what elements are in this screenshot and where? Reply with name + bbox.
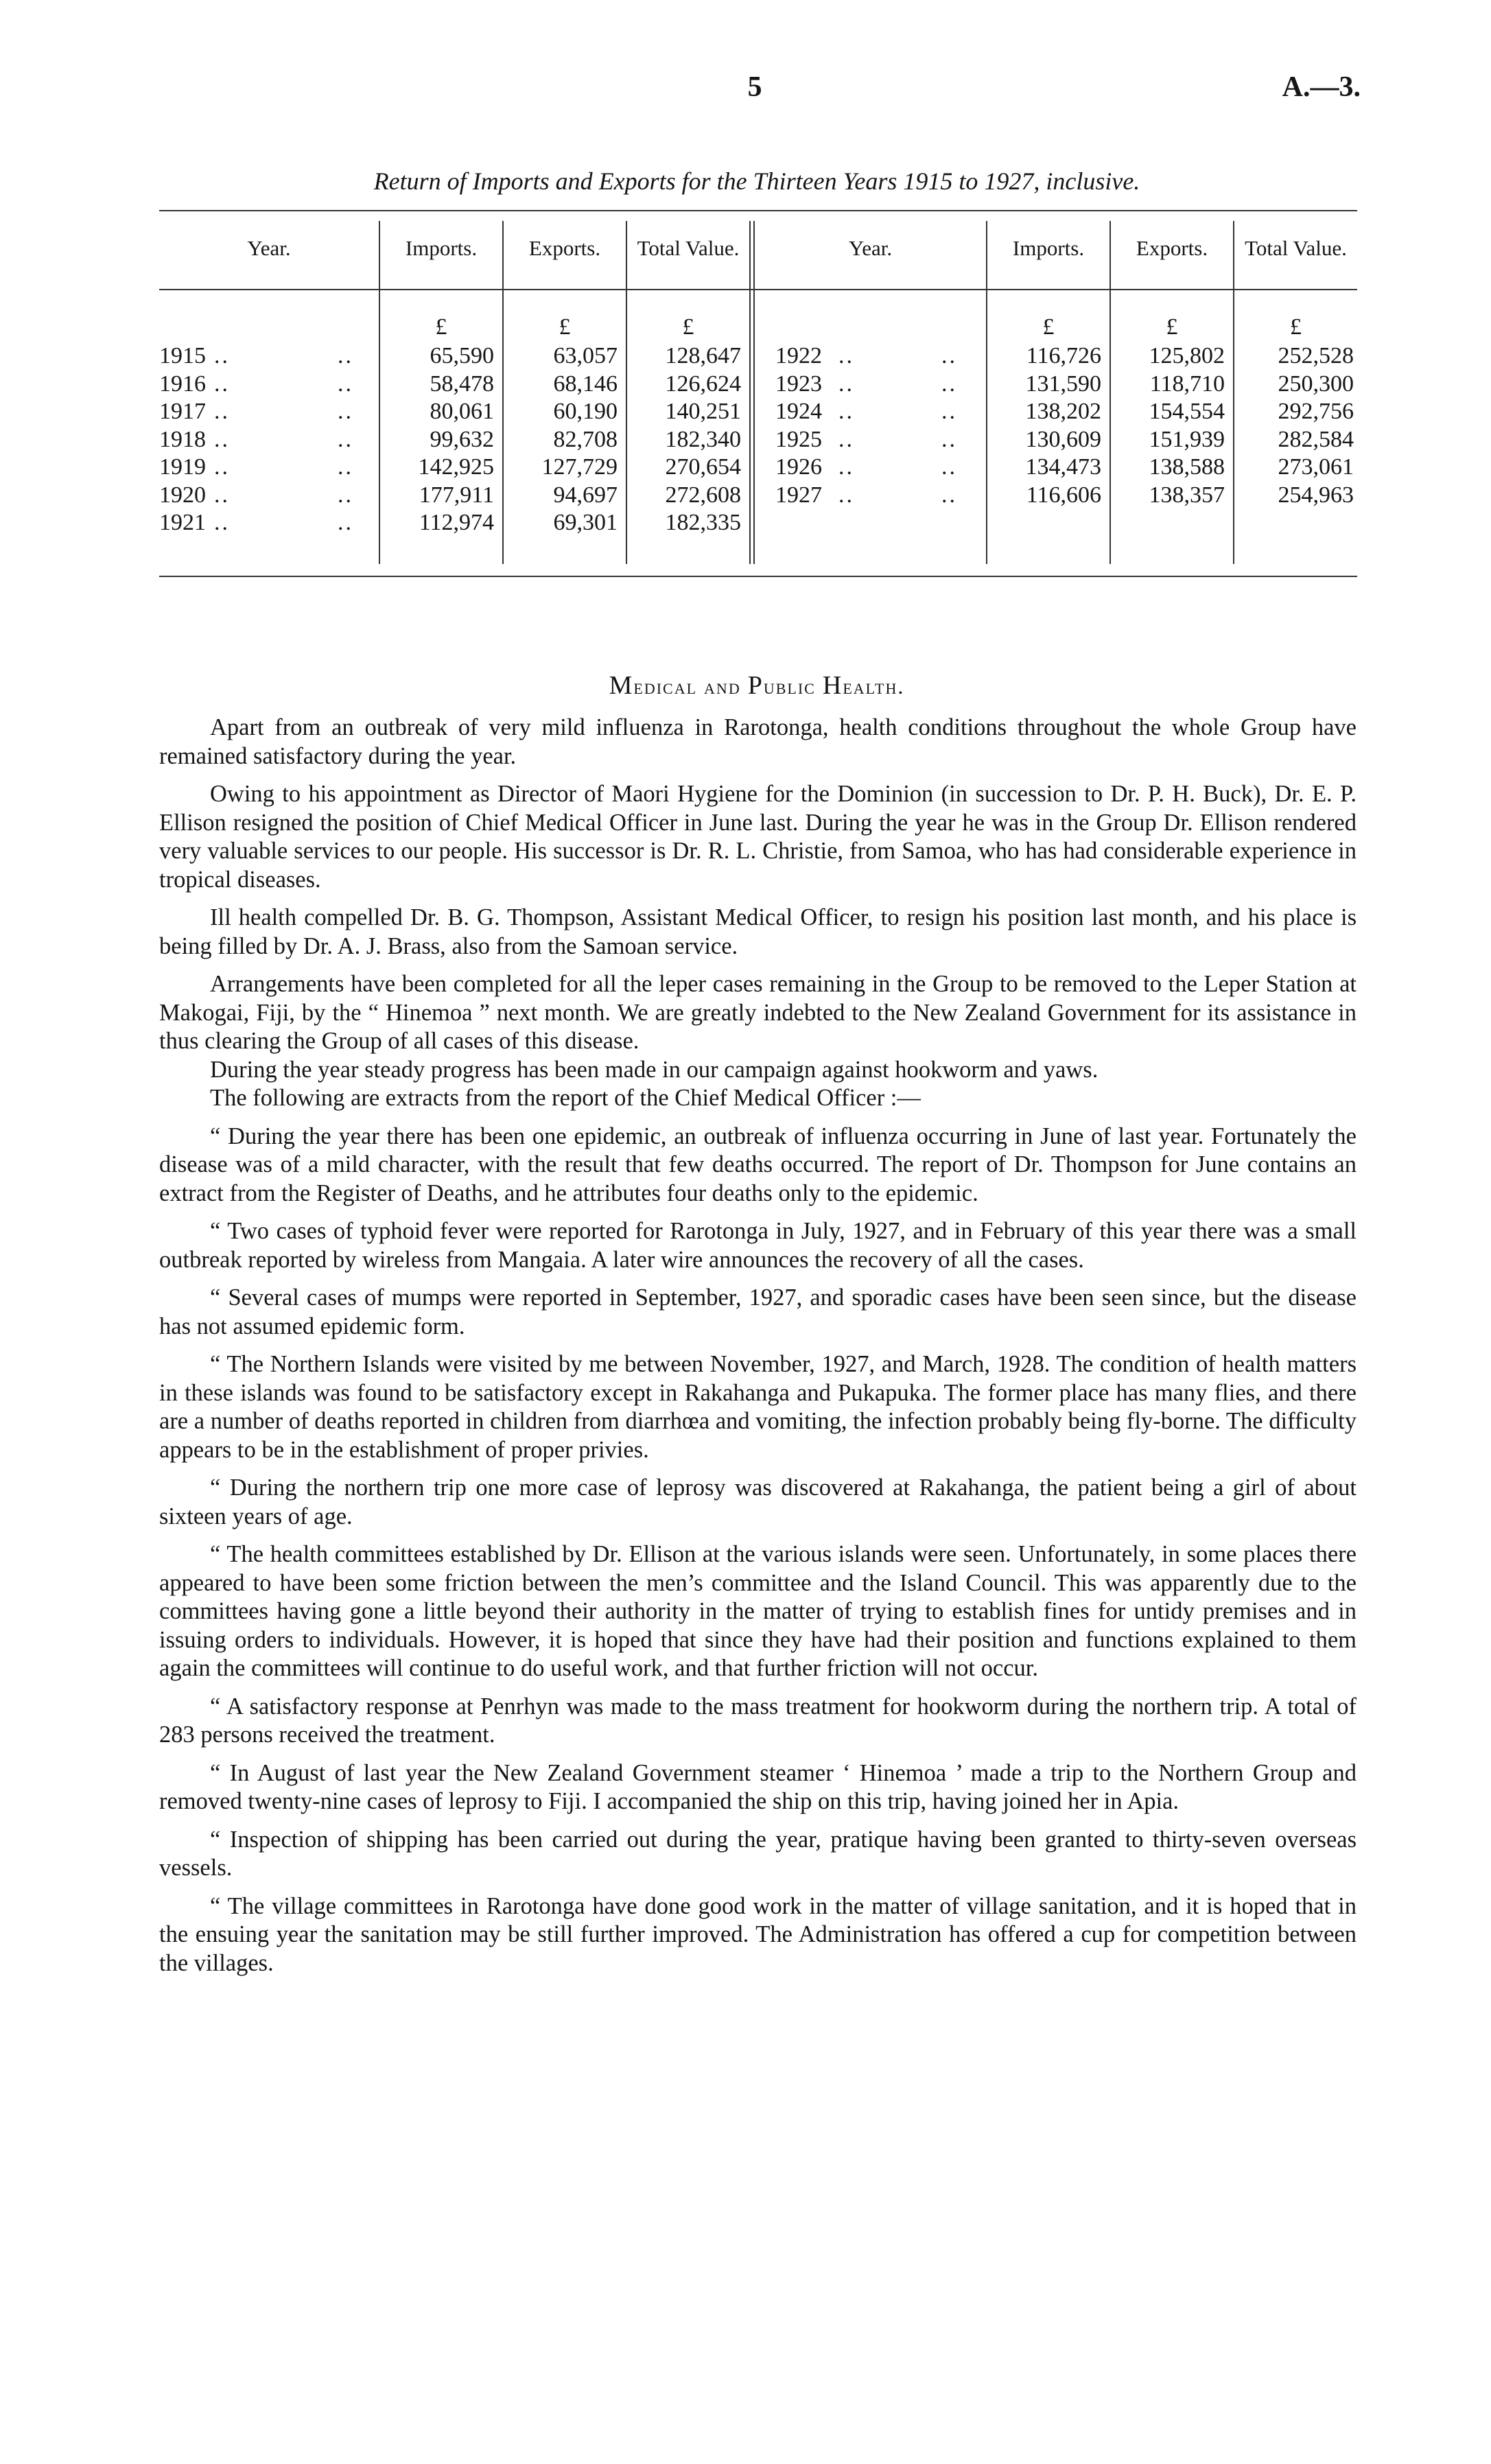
unit-symbol: £ (435, 314, 447, 340)
year-cell: 1916 (159, 371, 206, 397)
exports-cell: 63,057 (553, 343, 618, 368)
total-cell: 128,647 (665, 343, 741, 368)
header-exports: Exports. (528, 236, 601, 260)
imports-cell: 130,609 (1025, 426, 1101, 452)
section-heading: Medical and Public Health. (609, 671, 905, 700)
imports-cell: 116,726 (1026, 343, 1101, 368)
header-imports: Imports. (1012, 236, 1085, 260)
center-double-rule (753, 221, 755, 564)
table-top-rule (159, 210, 1357, 211)
leader-dots: .. (214, 482, 230, 508)
center-double-rule (749, 221, 751, 564)
total-cell: 126,624 (665, 371, 741, 397)
body-paragraph: “ The village committees in Rarotonga have done good work in the matter of village sanitation, and it is hoped that in the ensuing year the sanitation may be still further improved. The Administration has offered a cup for competition between the villages. (159, 1892, 1357, 1976)
year-cell: 1917 (159, 399, 206, 424)
table-caption: Return of Imports and Exports for the Thirteen Years 1915 to 1927, inclusive. (373, 167, 1140, 195)
page-number: 5 (747, 71, 762, 103)
unit-symbol: £ (1042, 314, 1055, 340)
header-year: Year. (848, 236, 893, 260)
header-total-value: Total Value. (637, 236, 740, 260)
imports-cell: 142,925 (418, 454, 494, 480)
exports-cell: 138,588 (1149, 454, 1225, 480)
year-cell: 1923 (775, 371, 822, 397)
exports-cell: 118,710 (1149, 371, 1225, 397)
total-cell: 140,251 (665, 399, 741, 424)
unit-symbol: £ (1166, 314, 1178, 340)
leader-dots: .. (941, 399, 957, 424)
imports-cell: 65,590 (430, 343, 494, 368)
exports-cell: 125,802 (1149, 343, 1225, 368)
body-paragraph: Arrangements have been completed for all the leper cases remaining in the Group to be removed to the Leper Station at Makogai, Fiji, by the “ Hinemoa ” next month. We are greatly indebted to the New Zealand Government for its assistance in thus clearing the Group of all cases of this disease. (159, 971, 1357, 1054)
body-paragraph: “ During the northern trip one more case of leprosy was discovered at Rakahanga, the patient being a girl of about sixteen years of age. (159, 1475, 1357, 1529)
leader-dots: .. (214, 454, 230, 480)
exports-cell: 94,697 (553, 482, 618, 508)
total-cell: 252,528 (1278, 343, 1354, 368)
unit-symbol: £ (682, 314, 694, 340)
exports-cell: 68,146 (553, 371, 618, 397)
leader-dots: .. (941, 371, 957, 397)
leader-dots: .. (838, 399, 854, 424)
total-cell: 292,756 (1278, 399, 1354, 424)
leader-dots: .. (338, 426, 353, 452)
year-cell: 1919 (159, 454, 206, 480)
total-cell: 254,963 (1278, 482, 1354, 508)
total-cell: 272,608 (665, 482, 741, 508)
total-cell: 182,335 (665, 510, 741, 535)
imports-cell: 134,473 (1025, 454, 1101, 480)
leader-dots: .. (338, 454, 353, 480)
body-paragraph: “ Inspection of shipping has been carried out during the year, pratique having been granted to thirty-seven overseas vessels. (159, 1826, 1357, 1881)
leader-dots: .. (338, 343, 353, 368)
leader-dots: .. (941, 454, 957, 480)
section-body (159, 714, 1357, 1987)
leader-dots: .. (941, 426, 957, 452)
year-cell: 1915 (159, 343, 206, 368)
body-paragraph: “ A satisfactory response at Penrhyn was made to the mass treatment for hookworm during the northern trip. A total of 283 persons received the treatment. (159, 1693, 1357, 1748)
table-header-rule (159, 289, 1357, 290)
exports-cell: 151,939 (1149, 426, 1225, 452)
body-paragraph: “ Several cases of mumps were reported in September, 1927, and sporadic cases have been seen since, but the disease has not assumed epidemic form. (159, 1284, 1357, 1339)
exports-cell: 154,554 (1149, 399, 1225, 424)
exports-cell: 60,190 (553, 399, 618, 424)
imports-cell: 177,911 (419, 482, 494, 508)
body-paragraph: “ The health committees established by Dr. Ellison at the various islands were seen. Unfortunately, in some places there appeared to have been some friction between the men’s committee and the Island Council. This was apparently due to the committees having gone a little beyond their authority in the matter of trying to establish fines for untidy premises and in issuing orders to individuals. However, it is hoped that since they have had their position and functions explained to them again the committees will continue to do useful work, and that further friction will not occur. (159, 1541, 1357, 1681)
leader-dots: .. (214, 343, 230, 368)
leader-dots: .. (338, 510, 353, 535)
total-cell: 270,654 (665, 454, 741, 480)
body-paragraph: “ During the year there has been one epidemic, an outbreak of influenza occurring in June of last year. Fortunately the disease was of a mild character, with the result that few deaths occurred. The report of Dr. Thompson for June contains an extract from the Register of Deaths, and he attributes four deaths only to the epidemic. (159, 1123, 1357, 1206)
exports-cell: 82,708 (553, 426, 618, 452)
leader-dots: .. (214, 371, 230, 397)
imports-cell: 112,974 (419, 510, 494, 535)
leader-dots: .. (214, 426, 230, 452)
year-cell: 1918 (159, 426, 206, 452)
body-paragraph: Owing to his appointment as Director of Maori Hygiene for the Dominion (in succession to Dr. P. H. Buck), Dr. E. P. Ellison resigned the position of Chief Medical Officer in June last. During the year he was in the Group Dr. Ellison rendered very valuable services to our people. His successor is Dr. R. L. Christie, from Samoa, who has had considerable experience in tropical diseases. (159, 781, 1357, 893)
leader-dots: .. (838, 482, 854, 508)
table-bottom-rule (159, 576, 1357, 577)
year-cell: 1927 (775, 482, 822, 508)
leader-dots: .. (338, 399, 353, 424)
total-cell: 282,584 (1278, 426, 1354, 452)
imports-cell: 58,478 (430, 371, 494, 397)
header-exports: Exports. (1136, 236, 1208, 260)
leader-dots: .. (941, 482, 957, 508)
year-cell: 1924 (775, 399, 822, 424)
total-cell: 250,300 (1278, 371, 1354, 397)
leader-dots: .. (941, 343, 957, 368)
year-cell: 1925 (775, 426, 822, 452)
header-imports: Imports. (405, 236, 478, 260)
year-cell: 1922 (775, 343, 822, 368)
header-year: Year. (247, 236, 291, 260)
year-cell: 1926 (775, 454, 822, 480)
body-paragraph: Ill health compelled Dr. B. G. Thompson, Assistant Medical Officer, to resign his position last month, and his place is being filled by Dr. A. J. Brass, also from the Samoan service. (159, 904, 1357, 959)
imports-exports-table (159, 210, 1357, 577)
total-cell: 273,061 (1278, 454, 1354, 480)
exports-cell: 69,301 (553, 510, 618, 535)
exports-cell: 138,357 (1149, 482, 1225, 508)
leader-dots: .. (214, 510, 230, 535)
body-paragraph: “ In August of last year the New Zealand Government steamer ‘ Hinemoa ’ made a trip to the Northern Group and removed twenty-nine cases of leprosy to Fiji. I accompanied the ship on this trip, having joined her in Apia. (159, 1759, 1357, 1814)
document-reference: A.—3. (1282, 71, 1361, 103)
body-paragraph: “ The Northern Islands were visited by me between November, 1927, and March, 1928. The condition of health matters in these islands was found to be satisfactory except in Rakahanga and Pukapuka. The former place has many flies, and there are a number of deaths reported in children from diarrhœa and vomiting, the infection probably being fly-borne. The difficulty appears to be in the establishment of proper privies. (159, 1351, 1357, 1463)
unit-symbol: £ (559, 314, 571, 340)
imports-cell: 138,202 (1025, 399, 1101, 424)
leader-dots: .. (338, 482, 353, 508)
leader-dots: .. (838, 454, 854, 480)
year-cell: 1920 (159, 482, 206, 508)
leader-dots: .. (838, 426, 854, 452)
imports-cell: 131,590 (1025, 371, 1101, 397)
header-total-value: Total Value. (1245, 236, 1347, 260)
leader-dots: .. (338, 371, 353, 397)
year-cell: 1921 (159, 510, 206, 535)
total-cell: 182,340 (665, 426, 741, 452)
imports-cell: 99,632 (430, 426, 494, 452)
unit-symbol: £ (1290, 314, 1302, 340)
body-paragraph: “ Two cases of typhoid fever were reported for Rarotonga in July, 1927, and in February of this year there was a small outbreak reported by wireless from Mangaia. A later wire announces the recovery of all the cases. (159, 1218, 1357, 1273)
imports-cell: 80,061 (430, 399, 494, 424)
leader-dots: .. (838, 343, 854, 368)
body-paragraph: The following are extracts from the report of the Chief Medical Officer :— (210, 1085, 921, 1111)
body-paragraph: Apart from an outbreak of very mild influenza in Rarotonga, health conditions throughout the whole Group have remained satisfactory during the year. (159, 714, 1357, 769)
exports-cell: 127,729 (541, 454, 618, 480)
body-paragraph: During the year steady progress has been made in our campaign against hookworm and yaws. (210, 1056, 1099, 1083)
imports-cell: 116,606 (1026, 482, 1101, 508)
leader-dots: .. (214, 399, 230, 424)
leader-dots: .. (838, 371, 854, 397)
